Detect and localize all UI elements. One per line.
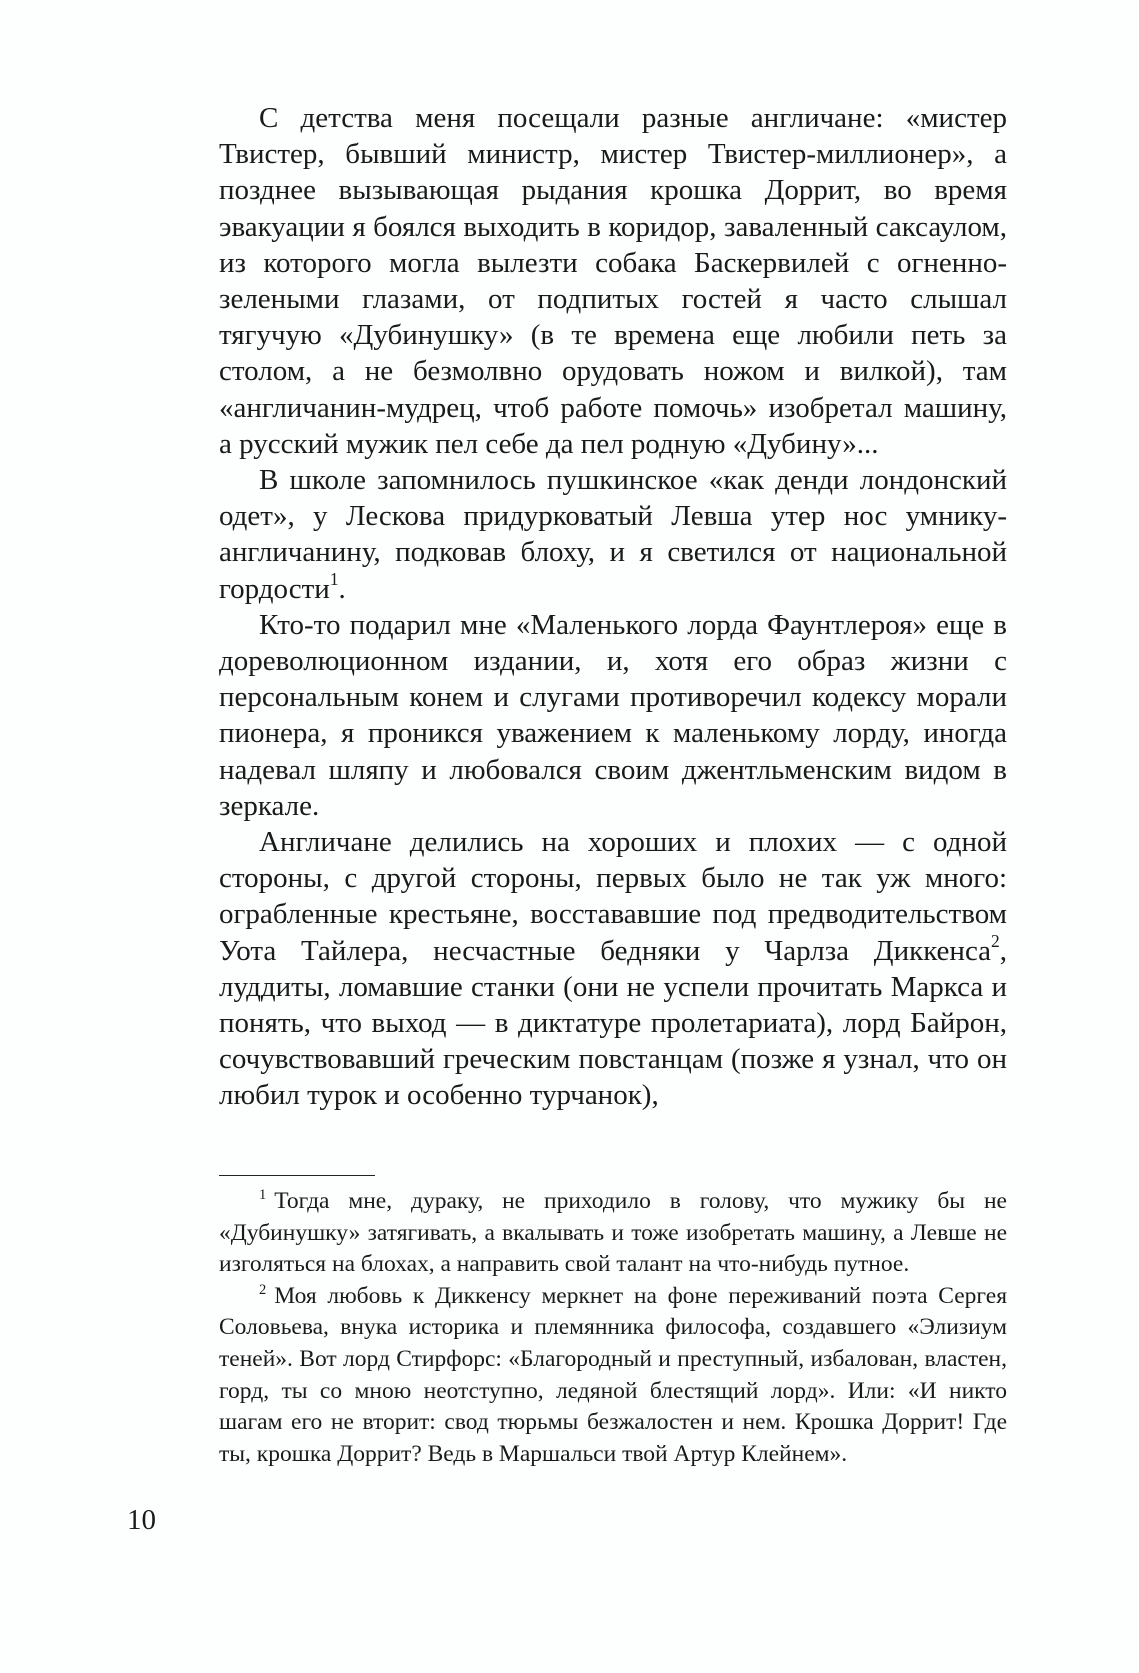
- footnotes: [219, 1186, 1007, 1470]
- footnote-mark: 2: [259, 1281, 267, 1298]
- paragraph: С детства меня посещали разные англичане: «мистер Твистер, бывший министр, мистер Твистер-миллионер», а позднее вызывающая рыдания крошка Доррит, во время эвакуации я боялся выходить в коридор, заваленный саксаулом, из которого могла вылезти собака Баскервилей с огненно-зелеными глазами, от подпитых гостей я часто слышал тягучую «Дубинушку» (в те времена еще любили петь за столом, а не безмолвно орудовать ножом и вилкой), там «англичанин-мудрец, чтоб работе помочь» изобретал машину, а русский мужик пел себе да пел родную «Дубину»...: [219, 102, 1007, 460]
- page-number: 10: [127, 1504, 156, 1536]
- footnote-reference[interactable]: 1: [329, 569, 339, 590]
- main-text: [219, 100, 1007, 1114]
- footnote-mark: 1: [259, 1187, 267, 1204]
- paragraph: Кто-то подарил мне «Маленького лорда Фаунтлероя» еще в дореволюционном издании, и, хотя его образ жизни с персональным конем и слугами противоречил кодексу морали пионера, я проникся уважением к маленькому лорду, иногда надевал шляпу и любовался своим джентльменским видом в зеркале.: [219, 608, 1007, 822]
- footnote: $^1$ Тогда мне, дураку, не приходило в голову, что мужику бы не «Дубинушку» затягивать, а вкалывать и тоже изобретать машину, а Левше не изголяться на блохах, а направить свой талант на что-нибудь путное.: [219, 1187, 1007, 1278]
- paragraph: Англичане делились на хороших и плохих — с одной стороны, с другой стороны, первых было не так уж много: ограбленные крестьяне, восстававшие под предводительством Уота Тайлера, несчастные бедняки у Чарлза Диккенса$^2$, луддиты, ломавшие станки (они не успели прочитать Маркса и понять, что выход — в диктатуре пролетариата), лорд Байрон, сочувствовавший греческим повстанцам (позже я узнал, что он любил турок и особенно турчанок),: [219, 826, 1007, 1112]
- footnote-divider: [219, 1175, 375, 1176]
- footnote: $^2$ Моя любовь к Диккенсу меркнет на фоне переживаний поэта Сергея Соловьева, внука историка и племянника философа, создавшего «Элизиум теней». Вот лорд Стирфорс: «Благородный и преступный, избалован, властен, горд, ты со мною неотступно, ледяной блестящий лорд». Или: «И никто шагам его не вторит: свод тюрьмы безжалостен и нем. Крошка Доррит! Где ты, крошка Доррит? Ведь в Маршальси твой Артур Клейнем».: [219, 1281, 1007, 1467]
- footnote-reference[interactable]: 2: [991, 931, 1000, 952]
- paragraph: В школе запомнилось пушкинское «как денди лондонский одет», у Лескова придурковатый Левша утер нос умнику-англичанину, подковав блоху, и я светился от национальной гордости$^1$.: [219, 464, 1007, 605]
